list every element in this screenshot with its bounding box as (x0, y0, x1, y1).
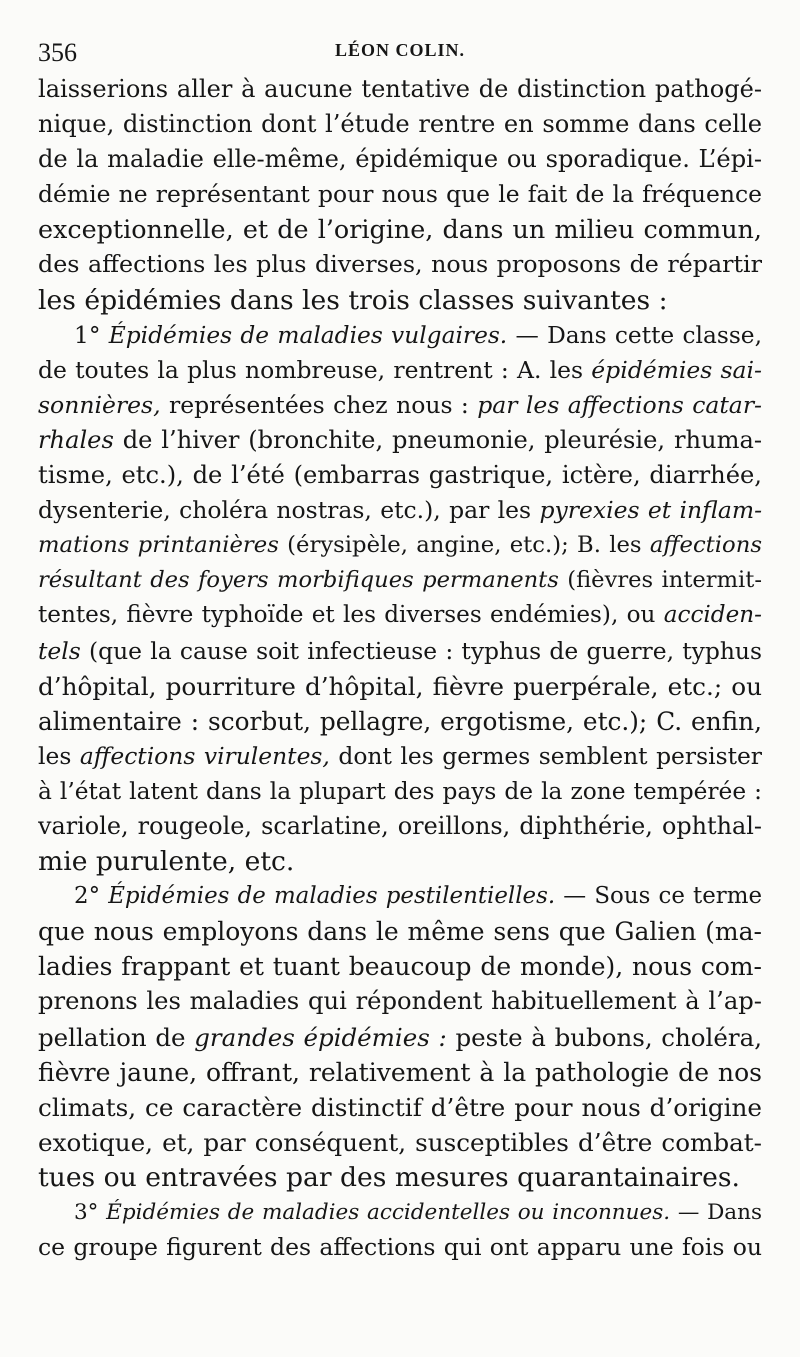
italic-text: par les affections catar- (477, 390, 762, 419)
text-segment: nique, distinction dont l’étude rentre en somme dans celle (38, 110, 762, 139)
text-segment: variole, rougeole, scarlatine, oreillons, diphthérie, ophthal- (38, 811, 762, 840)
page-number: 356 (38, 38, 77, 67)
text-segment: que nous employons dans le même sens que Galien (ma- (38, 917, 762, 947)
body-text (38, 72, 762, 1265)
italic-text: rhales (38, 425, 114, 454)
text-segment: représentées chez nous : (160, 390, 478, 419)
text-line (38, 774, 762, 809)
text-line (38, 1020, 762, 1055)
text-line (38, 247, 762, 282)
text-segment: dont les germes semblent persister (329, 741, 762, 770)
text-segment: laisserions aller à aucune tentative de distinction pathogé- (38, 75, 762, 103)
text-segment: climats, ce caractère distinctif d’être pour nous d’origine (38, 1092, 762, 1122)
text-line (38, 949, 762, 984)
text-line (38, 1090, 762, 1125)
italic-text: grandes épidémies : (194, 1022, 447, 1052)
text-segment: les (38, 741, 80, 770)
text-segment: de toutes la plus nombreuse, rentrent : A. les (38, 355, 592, 384)
text-segment: 3° (74, 1200, 107, 1225)
text-line (38, 1230, 762, 1265)
text-segment: — Sous ce terme (555, 883, 762, 910)
text-line (38, 1195, 762, 1230)
text-segment: prenons les maladies qui répondent habituellement à l’ap- (38, 987, 762, 1016)
italic-text: pyrexies et inflam- (539, 496, 762, 525)
italic-text: épidémies sai- (591, 355, 762, 384)
italic-text: affections virulentes, (79, 741, 330, 770)
text-segment: 1° (74, 321, 109, 349)
text-line (38, 879, 762, 914)
text-line (38, 563, 762, 598)
running-head: LÉON COLIN. (334, 40, 466, 60)
text-line (38, 142, 762, 177)
text-line (38, 809, 762, 844)
italic-text: Épidémies de maladies accidentelles ou inconnues. (106, 1200, 671, 1225)
text-segment: à l’état latent dans la plupart des pays de la zone tempérée : (38, 777, 762, 805)
italic-text: acciden- (663, 602, 762, 629)
text-line (38, 914, 762, 949)
text-line (38, 598, 762, 633)
text-segment: tisme, etc.), de l’été (embarras gastrique, ictère, diarrhée, (38, 461, 762, 490)
text-segment: ladies frappant et tuant beaucoup de monde), nous com- (38, 952, 762, 982)
text-line (38, 458, 762, 493)
text-line (38, 844, 762, 879)
text-line (38, 388, 762, 423)
text-segment: exotique, et, par conséquent, susceptibles d’être combat- (38, 1127, 762, 1157)
text-line (38, 212, 762, 247)
text-segment: alimentaire : scorbut, pellagre, ergotisme, etc.); C. enfin, (38, 706, 762, 736)
text-line (38, 283, 762, 318)
text-segment: les épidémies dans les trois classes suivantes : (38, 284, 668, 316)
text-segment: peste à bubons, choléra, (446, 1022, 762, 1052)
text-segment: tues ou entravées par des mesures quarantainaires. (38, 1161, 740, 1193)
italic-text: affections (649, 532, 762, 559)
text-segment: (fièvres intermit- (558, 567, 762, 594)
text-segment: exceptionnelle, et de l’origine, dans un milieu commun, (38, 214, 762, 245)
italic-text: mations printanières (38, 532, 279, 559)
text-segment: de l’hiver (bronchite, pneumonie, pleurésie, rhuma- (113, 425, 762, 454)
text-line (38, 1055, 762, 1090)
text-line (38, 669, 762, 704)
text-segment: des affections les plus diverses, nous proposons de répartir (38, 250, 762, 279)
text-line (38, 704, 762, 739)
text-segment: démie ne représentant pour nous que le fait de la fréquence (38, 180, 762, 209)
italic-text: Épidémies de maladies vulgaires. (108, 321, 508, 349)
text-segment: (que la cause soit infectieuse : typhus de guerre, typhus (80, 636, 762, 665)
text-segment: (érysipèle, angine, etc.); B. les (278, 532, 650, 559)
text-line (38, 177, 762, 212)
text-segment: — Dans cette classe, (507, 321, 762, 349)
text-segment: tentes, fièvre typhoïde et les diverses endémies), ou (38, 602, 664, 629)
text-segment: d’hôpital, pourriture d’hôpital, fièvre puerpérale, etc.; ou (38, 671, 762, 701)
text-line (38, 634, 762, 669)
text-line (38, 1160, 762, 1195)
text-segment: pellation de (38, 1022, 195, 1052)
page-header (38, 38, 762, 72)
italic-text: tels (38, 636, 81, 665)
text-segment: fièvre jaune, offrant, relativement à la pathologie de nos (38, 1057, 762, 1087)
italic-text: Épidémies de maladies pestilentielles. (108, 883, 556, 910)
text-segment: mie purulente, etc. (38, 846, 295, 878)
text-line (38, 739, 762, 774)
italic-text: sonnières, (38, 390, 161, 419)
text-line (38, 493, 762, 528)
italic-text: résultant des foyers morbifiques permanents (38, 567, 559, 594)
text-segment: ce groupe figurent des affections qui ont apparu une fois ou (38, 1233, 762, 1262)
text-segment: 2° (74, 883, 109, 910)
text-line (38, 353, 762, 388)
text-line (38, 72, 762, 107)
text-segment: dysenterie, choléra nostras, etc.), par les (38, 496, 540, 525)
text-segment: de la maladie elle-même, épidémique ou sporadique. L’épi- (38, 145, 762, 174)
text-line (38, 528, 762, 563)
text-line (38, 1125, 762, 1160)
text-line (38, 984, 762, 1019)
text-line (38, 318, 762, 353)
text-line (38, 423, 762, 458)
text-segment: — Dans (670, 1200, 762, 1225)
text-line (38, 107, 762, 142)
